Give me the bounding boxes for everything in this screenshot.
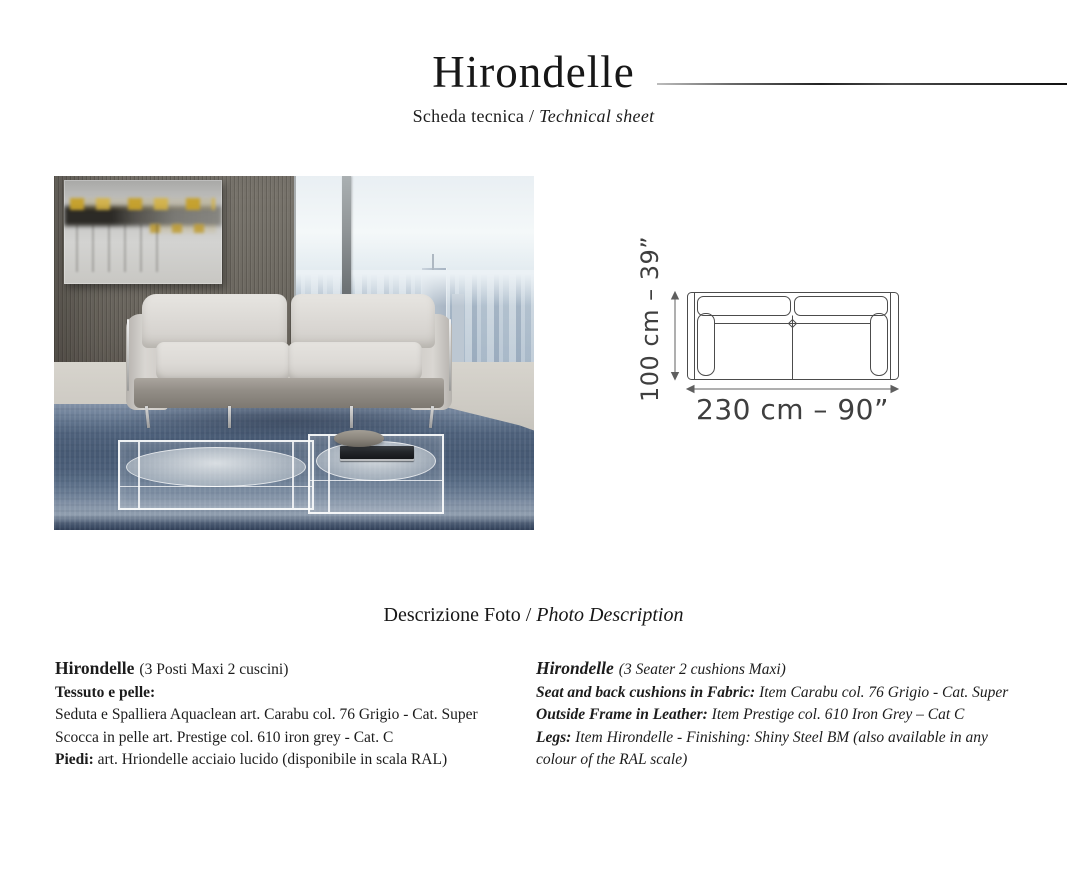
sofa — [126, 294, 452, 434]
description-heading-divider: / — [520, 604, 537, 626]
dimension-arrows — [672, 292, 898, 392]
subtitle-italian: Scheda tecnica — [412, 106, 525, 126]
page-title: Hirondelle — [432, 47, 635, 97]
frame-text: Item Prestige col. 610 Iron Grey – Cat C — [707, 706, 965, 724]
subtitle-divider: / — [524, 106, 540, 126]
product-variant: (3 Posti Maxi 2 cuscini) — [139, 661, 289, 678]
product-name: Hirondelle — [536, 658, 614, 678]
description-heading-italian: Descrizione Foto — [383, 604, 521, 626]
frame-spec-line: Scocca in pelle art. Prestige col. 610 iron grey - Cat. C — [55, 728, 394, 746]
legs-text: Item Hirondelle - Finishing: Shiny Steel BM (also available in any colour of the RAL scale) — [536, 728, 988, 769]
width-dimension-label: 230 cm – 90” — [696, 393, 889, 426]
technical-drawing — [617, 235, 952, 432]
product-photo — [54, 176, 534, 530]
sofa-back-cushion-left — [142, 294, 287, 348]
legs-label: Legs: — [536, 728, 572, 746]
sofa-seat-cushion-right — [288, 342, 422, 382]
legs-spec-line — [536, 727, 1022, 772]
title-rule — [657, 83, 1067, 85]
materials-label: Tessuto e pelle: — [55, 683, 156, 701]
table-glass-disc — [126, 447, 306, 487]
product-line — [536, 657, 1022, 682]
product-line — [55, 657, 503, 682]
description-heading-english: Photo Description — [536, 604, 684, 626]
city-spire — [432, 254, 434, 270]
sofa-back-cushion-right — [291, 294, 435, 348]
legs-label: Piedi: — [55, 751, 94, 769]
seat-spec-line: Seduta e Spalliera Aquaclean art. Carabu col. 76 Grigio - Cat. Super — [55, 706, 478, 724]
legs-spec-line — [55, 749, 503, 772]
bowl — [334, 430, 384, 447]
coffee-table-left — [118, 440, 314, 510]
coffee-table-right — [308, 434, 444, 514]
sofa-leg — [350, 406, 353, 428]
frame-spec-line — [536, 704, 1022, 727]
book — [340, 446, 414, 459]
painting-gold-stroke — [70, 198, 215, 210]
legs-text: art. Hriondelle acciaio lucido (disponibile in scala RAL) — [93, 751, 448, 769]
subtitle-english: Technical sheet — [539, 106, 655, 126]
table-post — [292, 442, 294, 508]
fabric-spec-line — [536, 682, 1022, 705]
sofa-frame-base — [134, 378, 444, 408]
armrest-metal-trim — [127, 319, 129, 391]
frame-label: Outside Frame in Leather: — [536, 706, 708, 724]
table-post — [138, 442, 140, 508]
sofa-outline — [688, 293, 899, 380]
page-subtitle — [0, 106, 1067, 127]
fabric-label: Seat and back cushions in Fabric: — [536, 683, 756, 701]
abstract-painting — [64, 180, 222, 284]
height-dimension-label: 100 cm – 39” — [636, 235, 664, 402]
description-english — [536, 657, 1022, 772]
product-name: Hirondelle — [55, 658, 135, 678]
armrest-metal-trim — [449, 319, 451, 391]
sofa-leg — [228, 406, 231, 428]
product-variant: (3 Seater 2 cushions Maxi) — [618, 661, 786, 678]
materials-label-line — [55, 682, 503, 705]
painting-drips — [76, 224, 171, 272]
description-italian — [55, 657, 503, 772]
sofa-seat-cushion-left — [156, 342, 290, 382]
fabric-text: Item Carabu col. 76 Grigio - Cat. Super — [755, 683, 1009, 701]
table-post — [328, 436, 330, 512]
table-inner-rim — [120, 486, 312, 487]
description-heading — [0, 604, 1067, 627]
